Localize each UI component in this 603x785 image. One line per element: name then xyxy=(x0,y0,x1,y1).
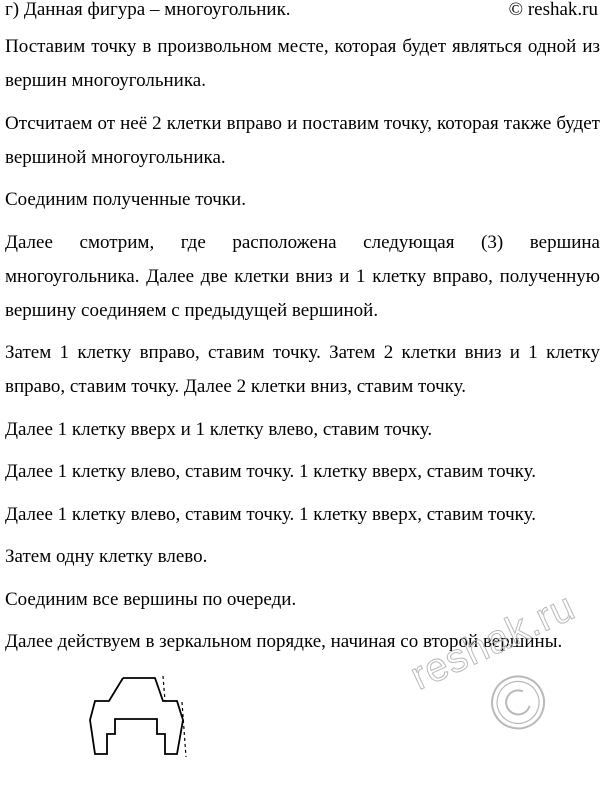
paragraph-9: Затем одну клетку влево. xyxy=(5,546,208,567)
watermark-text: reshak.ru xyxy=(403,584,582,699)
paragraph-5: Затем 1 клетку вправо, ставим точку. Затем 2 клетки вниз и 1 клетку вправо, ставим точку. Далее 2 клетки вниз, ставим точку. xyxy=(5,342,600,397)
solution-text xyxy=(5,30,600,668)
copyright-mark: © reshak.ru xyxy=(508,0,598,20)
paragraph-2: Отсчитаем от неё 2 клетки вправо и поставим точку, которая также будет вершиной многоугольника. xyxy=(5,112,600,168)
paragraph-8: Далее 1 клетку влево, ставим точку. 1 клетку вверх, ставим точку. xyxy=(5,503,536,525)
paragraph-6: Далее 1 клетку вверх и 1 клетку влево, ставим точку. xyxy=(5,418,433,440)
copyright-circle-icon xyxy=(478,663,558,743)
polygon-drawing-icon xyxy=(85,672,195,760)
paragraph-3: Соединим полученные точки. xyxy=(5,189,246,210)
paragraph-11: Далее действуем в зеркальном порядке, начиная со второй вершины. xyxy=(5,631,563,652)
dashed-guide-top xyxy=(163,676,165,701)
header-line xyxy=(5,0,598,23)
paragraph-1: Поставим точку в произвольном месте, которая будет являться одной из вершин многоугольника. xyxy=(5,36,600,91)
dashed-guide-right xyxy=(182,702,186,757)
paragraph-4: Далее смотрим, где расположена следующая (3) вершина многоугольника. Далее две клетки вниз и 1 клетку вправо, полученную вершину соединяем с предыдущей вершиной. xyxy=(5,231,600,321)
paragraph-10: Соединим все вершины по очереди. xyxy=(5,588,297,610)
polygon-outline-left xyxy=(90,678,129,754)
task-heading: г) Данная фигура – многоугольник. xyxy=(5,0,291,20)
polygon-outline-right xyxy=(123,678,183,754)
paragraph-7: Далее 1 клетку влево, ставим точку. 1 клетку вверх, ставим точку. xyxy=(5,461,536,482)
